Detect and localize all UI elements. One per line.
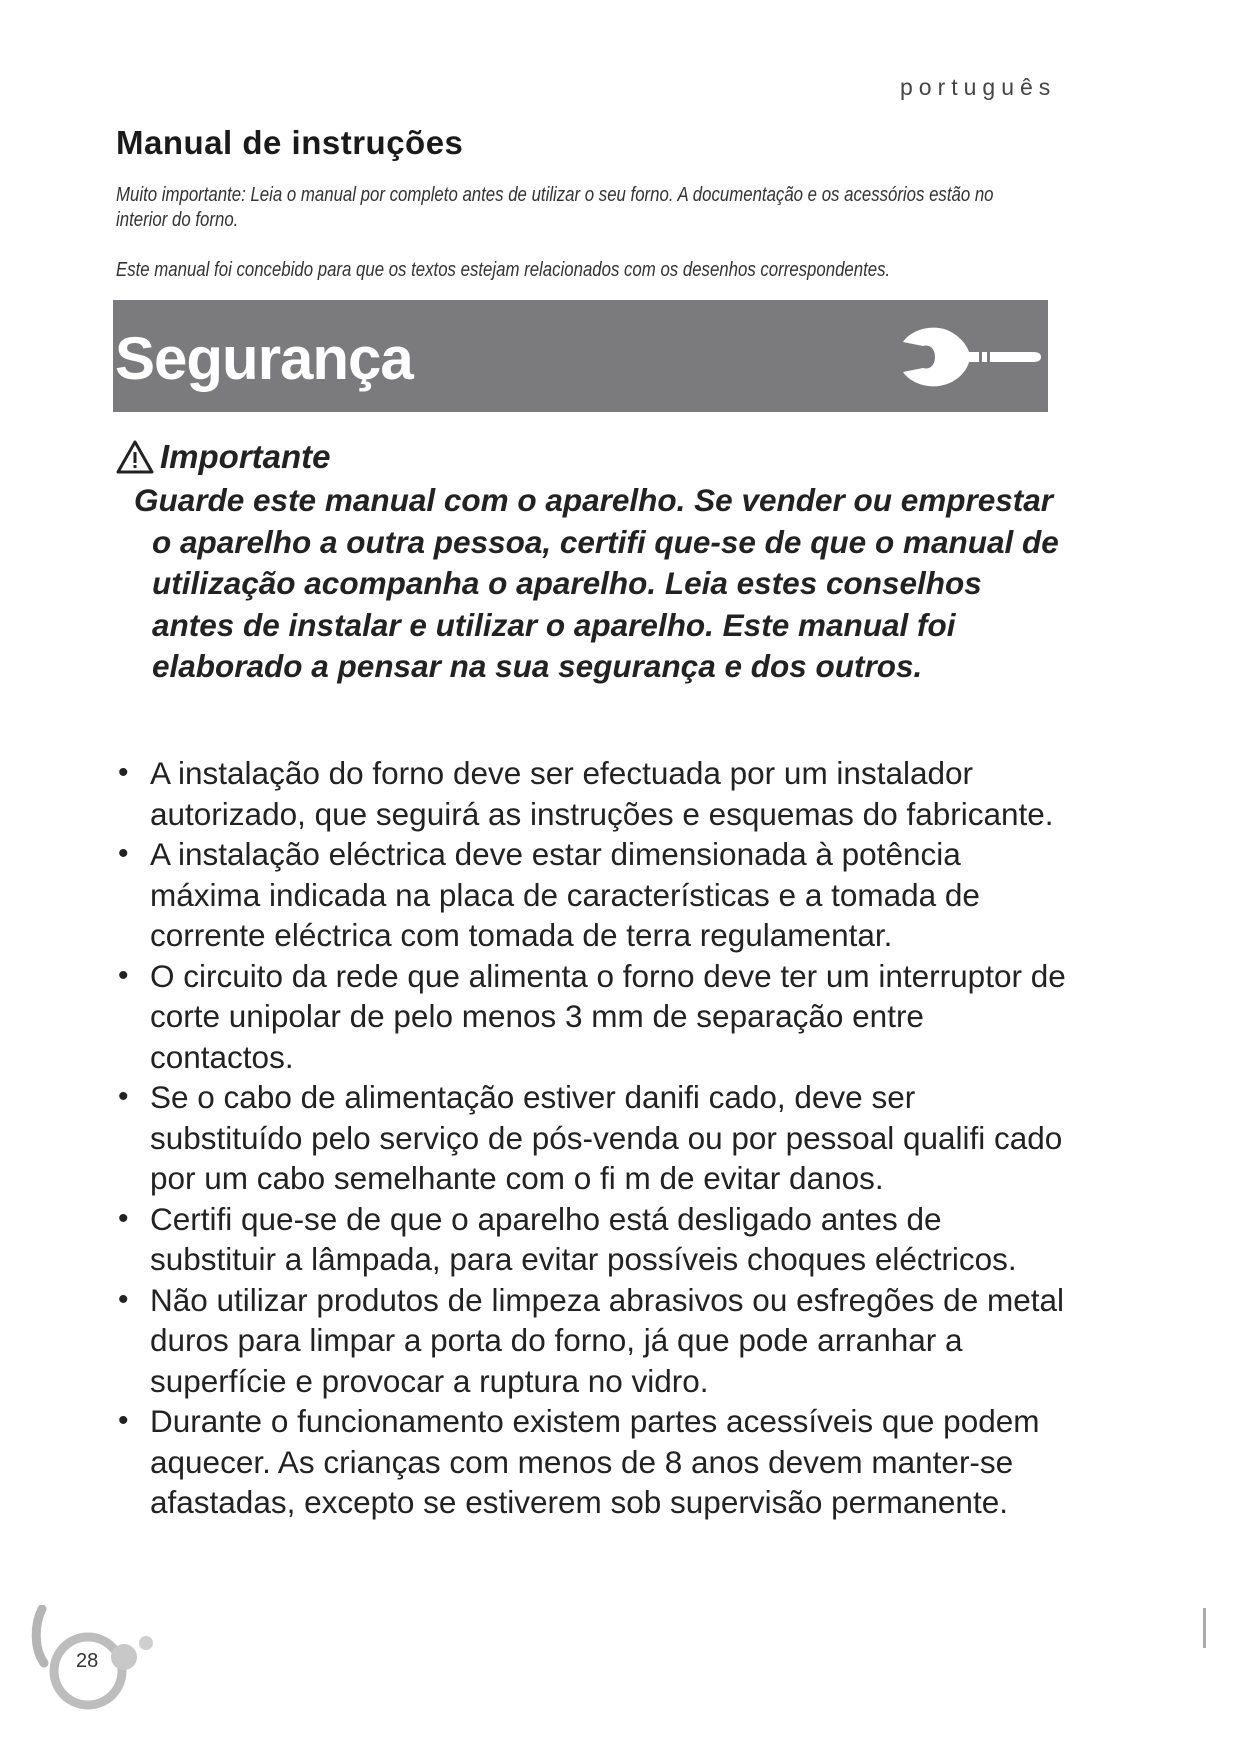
intro-manual-note: Este manual foi concebido para que os textos estejam relacionados com os desenhos correspondentes.: [116, 259, 891, 281]
intro-important-note: Muito importante: Leia o manual por completo antes de utilizar o seu forno. A documentação e os acessórios estão no interior do forno.: [116, 184, 994, 231]
bullet-marker: •: [118, 756, 129, 789]
list-item-text: Certifi que-se de que o aparelho está desligado antes de substituir a lâmpada, para evitar possíveis choques eléctricos.: [150, 1200, 1017, 1277]
list-item-text: Durante o funcionamento existem partes acessíveis que podem aquecer. As crianças com menos de 8 anos devem manter-se afastadas, excepto se estiverem sob supervisão permanente.: [150, 1403, 1040, 1520]
bullet-marker: •: [118, 1404, 129, 1437]
manual-title: Manual de instruções: [116, 124, 464, 161]
important-label: Importante: [160, 438, 331, 475]
warning-triangle-icon: [116, 440, 154, 474]
bullet-marker: •: [118, 1282, 129, 1316]
list-item: [116, 1280, 1076, 1402]
bullet-marker: •: [118, 1080, 129, 1113]
safety-list: [116, 753, 1076, 1523]
page-number: 28: [76, 1650, 99, 1672]
list-item: [116, 834, 1076, 956]
bullet-marker: •: [118, 958, 129, 992]
list-item: [116, 753, 1076, 834]
edge-mark: [1203, 1608, 1206, 1648]
section-banner: [113, 300, 1048, 412]
wrench-icon: [883, 322, 1053, 392]
list-item: [116, 1401, 1076, 1523]
list-item-text: Não utilizar produtos de limpeza abrasivos ou esfregões de metal duros para limpar a porta do forno, já que pode arranhar a superfície e provocar a ruptura no vidro.: [150, 1281, 1064, 1399]
important-text: Guarde este manual com o aparelho. Se vender ou emprestar o aparelho a outra pessoa, certifi que-se de que o manual de utilização acompanha o aparelho. Leia estes conselhos antes de instalar e utilizar o aparelho. Este manual foi elaborado a pensar na sua segurança e dos outros.: [134, 482, 1059, 684]
list-item: [116, 1199, 1076, 1280]
list-item-text: A instalação eléctrica deve estar dimensionada à potência máxima indicada na placa de características e a tomada de corrente eléctrica com tomada de terra regulamentar.: [150, 836, 980, 953]
list-item-text: Se o cabo de alimentação estiver danifi cado, deve ser substituído pelo serviço de pós-venda ou por pessoal qualifi cado por um cabo semelhante com o fi m de evitar danos.: [150, 1079, 1063, 1196]
list-item: [116, 956, 1076, 1078]
list-item: [116, 1077, 1076, 1199]
important-heading: [116, 438, 331, 476]
list-item-text: O circuito da rede que alimenta o forno deve ter um interruptor de corte unipolar de pelo menos 3 mm de separação entre contactos.: [150, 957, 1066, 1075]
section-title: Segurança: [115, 325, 413, 392]
bullet-marker: •: [118, 837, 129, 870]
list-item-text: A instalação do forno deve ser efectuada por um instalador autorizado, que seguirá as instruções e esquemas do fabricante.: [150, 755, 1054, 832]
language-label: português: [900, 74, 1057, 100]
bullet-marker: •: [118, 1201, 129, 1235]
